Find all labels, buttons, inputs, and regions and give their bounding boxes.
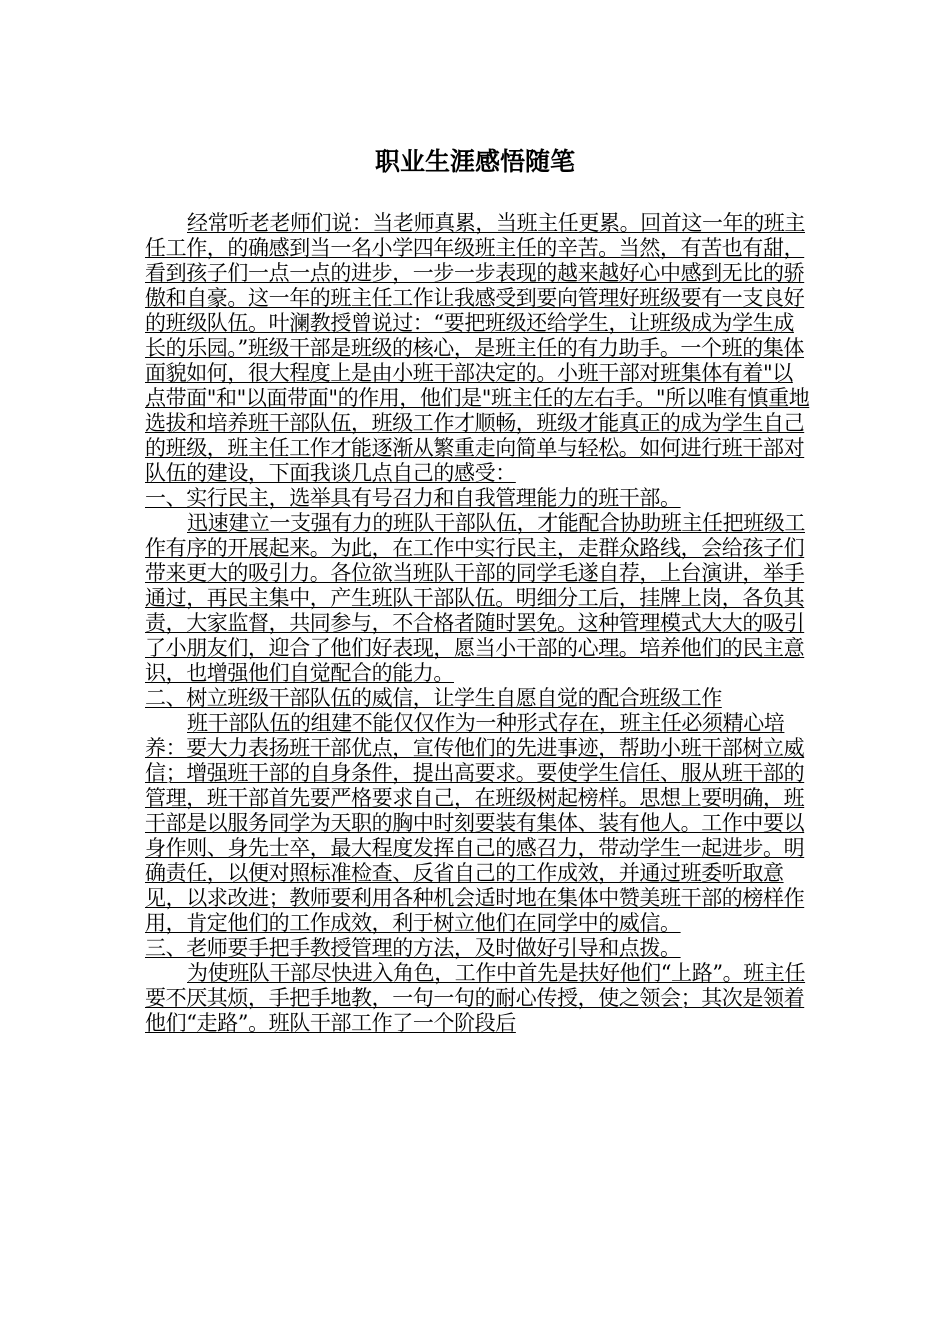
page-title: 职业生涯感悟随笔 [374,147,575,176]
paragraph-section-3: 为使班队干部尽快进入角色，工作中首先是扶好他们“上路”。班主任要不厌其烦，手把手地教，一句一句的耐心传授，使之领会；其次是领着他们“走路”。班队干部工作了一个阶段后 [145,961,806,1035]
section-heading-3: 三、老师要手把手教授管理的方法，及时做好引导和点拨。 [145,936,681,960]
paragraph-section-2: 班干部队伍的组建不能仅仅作为一种形式存在，班主任必须精心培养：要大力表扬班干部优点，宣传他们的先进事迹，帮助小班干部树立威信；增强班干部的自身条件，提出高要求。要使学生信任、服从班干部的管理，班干部首先要严格要求自己，在班级树起榜样。思想上要明确，班干部是以服务同学为天职的胸中时刻要装有集体、装有他人。工作中要以身作则、身先士卒，最大程度发挥自己的感召力，带动学生一起进步。明确责任，以便对照标准检查、反省自己的工作成效，并通过班委听取意见，以求改进；教师要利用各种机会适时地在集体中赞美班干部的榜样作用，肯定他们的工作成效，利于树立他们在同学中的威信。 [145,711,805,935]
section-heading-2: 二、树立班级干部队伍的威信，让学生自愿自觉的配合班级工作 [145,686,722,710]
paragraph-section-1: 迅速建立一支强有力的班队干部队伍，才能配合协助班主任把班级工作有序的开展起来。为此，在工作中实行民主，走群众路线，会给孩子们带来更大的吸引力。各位欲当班队干部的同学毛遂自荐，上台演讲，举手通过，再民主集中，产生班队干部队伍。明细分工后，挂牌上岗，各负其责，大家监督，共同参与，不合格者随时罢免。这种管理模式大大的吸引了小朋友们，迎合了他们好表现，愿当小干部的心理。培养他们的民主意识，也增强他们自觉配合的能力。 [145,511,805,685]
paragraph-intro: 经常听老老师们说：当老师真累，当班主任更累。回首这一年的班主任工作，的确感到当一名小学四年级班主任的辛苦。当然，有苦也有甜，看到孩子们一点一点的进步，一步一步表现的越来越好心中感到无比的骄傲和自豪。这一年的班主任工作让我感受到要向管理好班级要有一支良好的班级队伍。叶澜教授曾说过：“要把班级还给学生，让班级成为学生成长的乐园。”班级干部是班级的核心，是班主任的有力助手。一个班的集体面貌如何，很大程度上是由小班干部决定的。小班干部对班集体有着"以点带面"和"以面带面"的作用，他们是"班主任的左右手。"所以唯有慎重地选拔和培养班干部队伍，班级工作才顺畅，班级才能真正的成为学生自己的班级，班主任工作才能逐渐从繁重走向简单与轻松。如何进行班干部对队伍的建设，下面我谈几点自己的感受： [145,211,810,485]
document-body [145,211,810,1036]
section-heading-1: 一、实行民主，选举具有号召力和自我管理能力的班干部。 [145,486,681,510]
